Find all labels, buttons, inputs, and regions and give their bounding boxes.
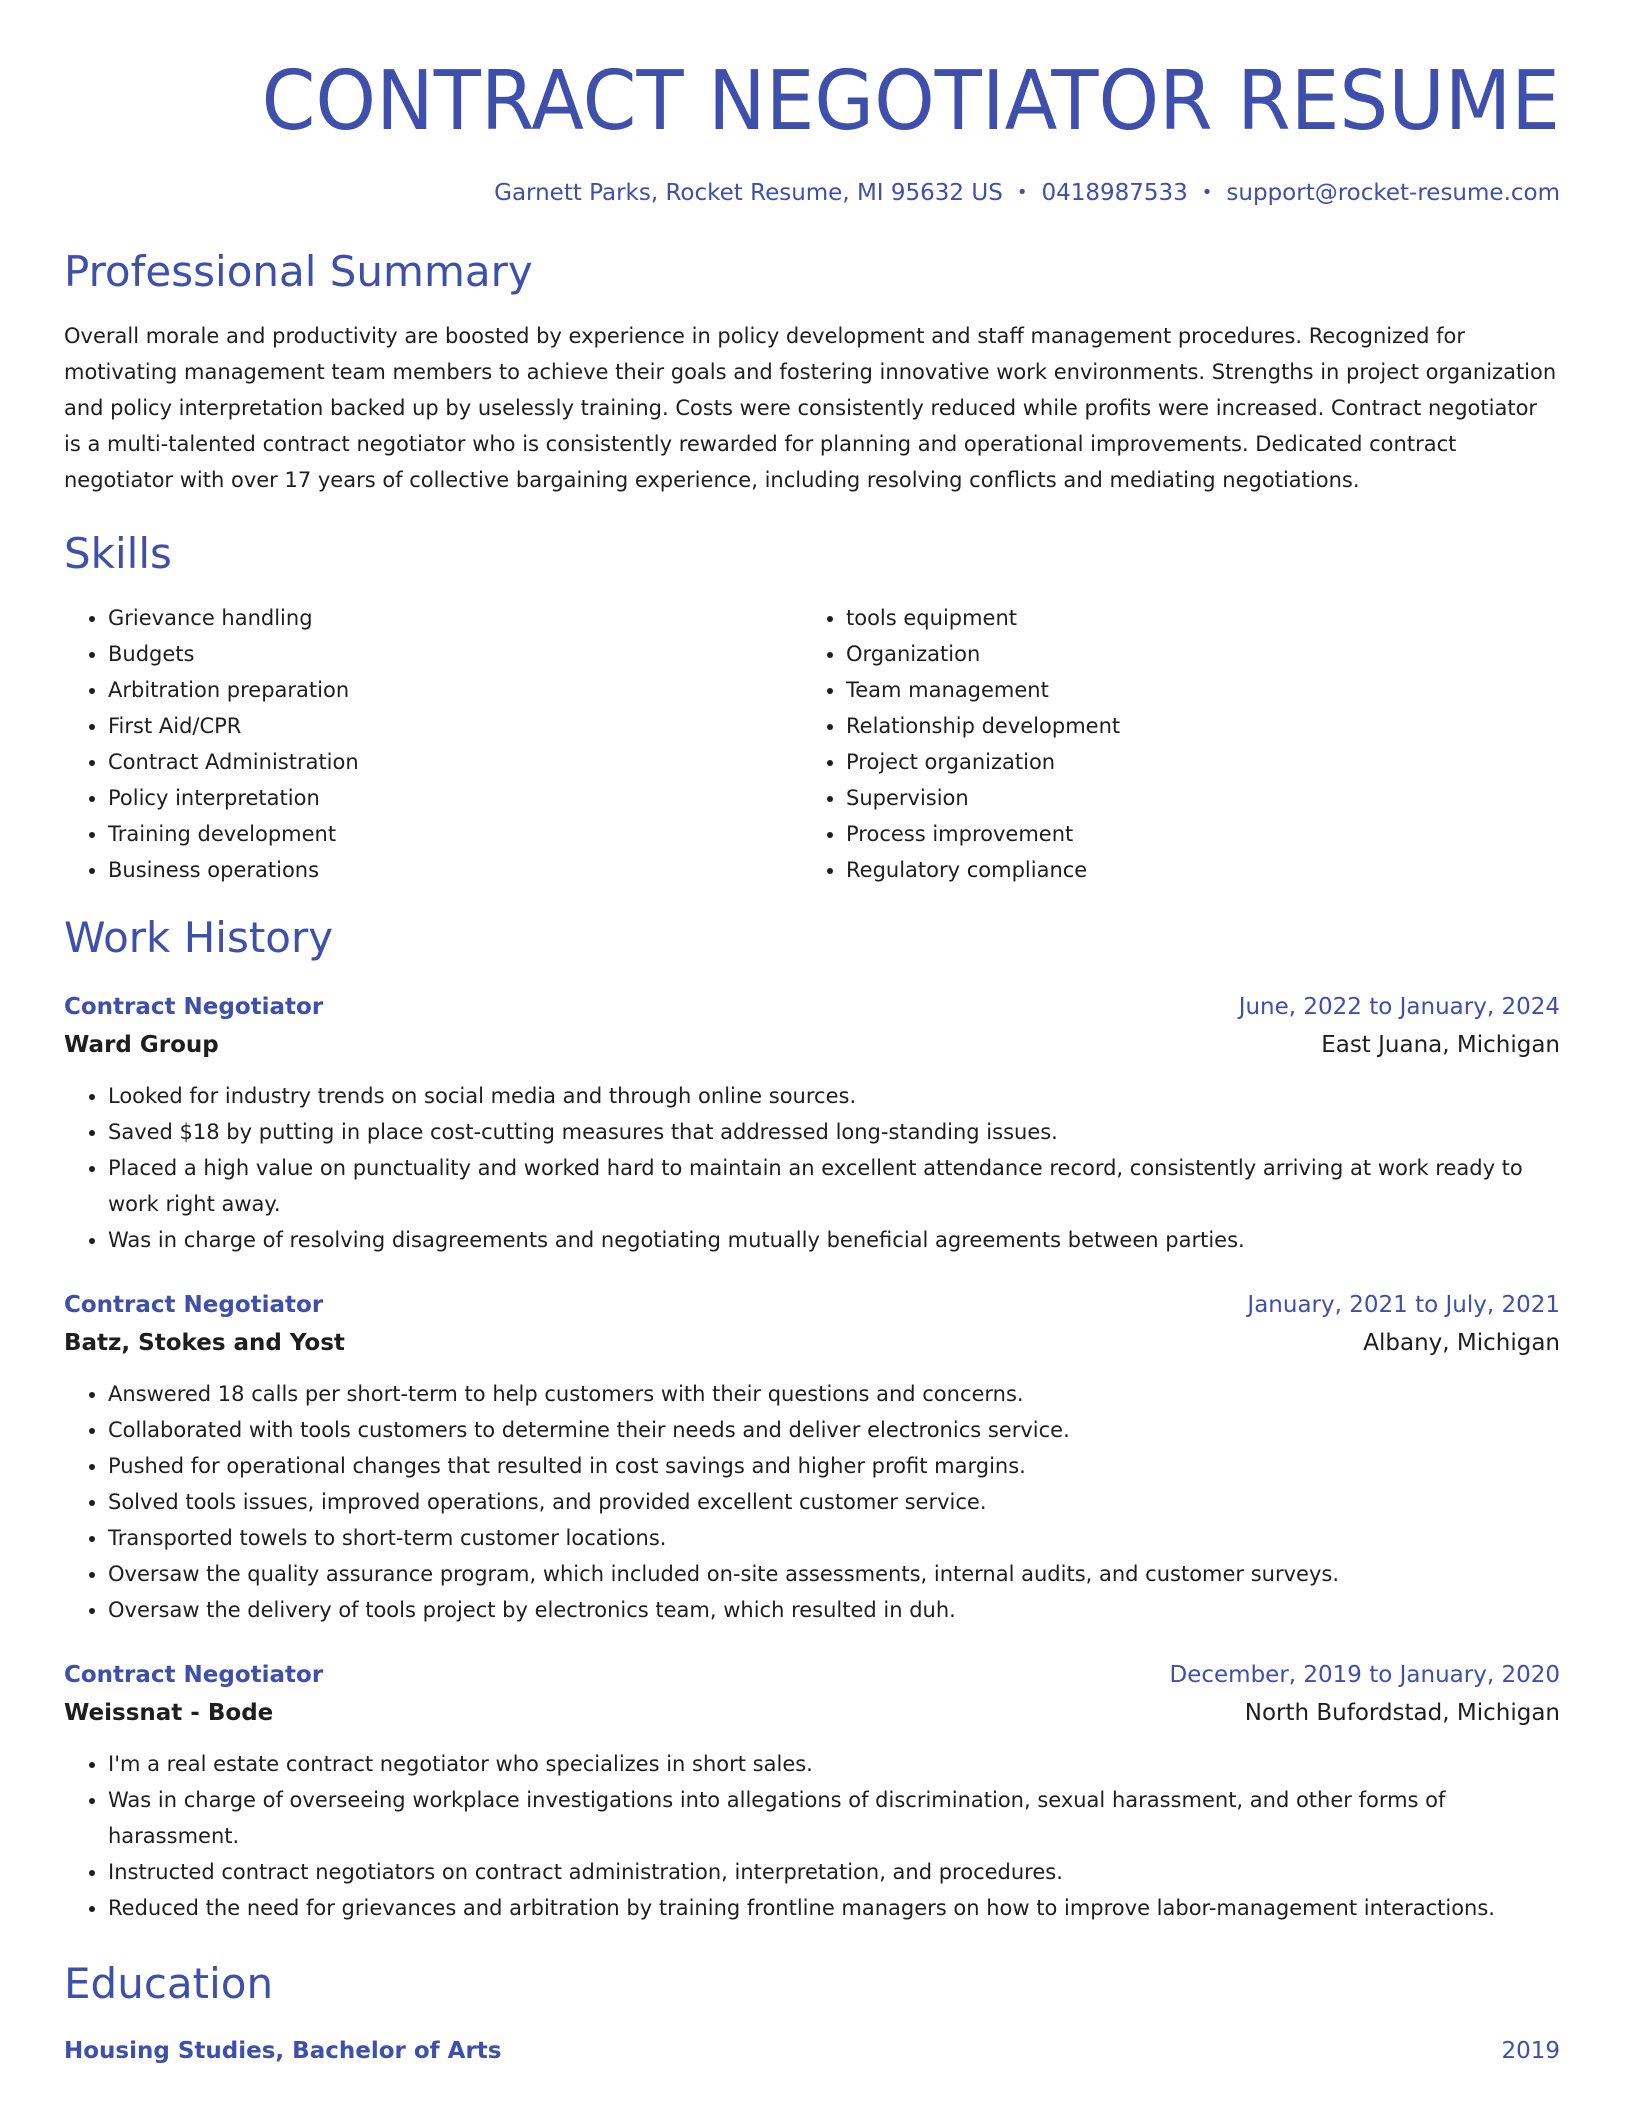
skill-item: • tools equipment (846, 600, 1540, 636)
skill-item: • Process improvement (846, 816, 1540, 852)
skill-item: • Project organization (846, 744, 1540, 780)
job-bullet: • Was in charge of resolving disagreements and negotiating mutually beneficial agreements between parties. (108, 1222, 1560, 1258)
job-bullet: • Transported towels to short-term customer locations. (108, 1520, 1560, 1556)
skill-item: • Supervision (846, 780, 1540, 816)
skills-column-right (802, 600, 1540, 888)
contact-line (64, 176, 1560, 210)
job-bullets (64, 1078, 1560, 1258)
contact-email[interactable]: support@rocket-resume.com (1226, 180, 1560, 206)
job-location: North Bufordstad, Michigan (1244, 1700, 1560, 1726)
skill-item: • Contract Administration (108, 744, 802, 780)
resume-title: CONTRACT NEGOTIATOR RESUME (261, 54, 1560, 149)
job-company-row (64, 1026, 1560, 1064)
skill-item: • Regulatory compliance (846, 852, 1540, 888)
job-company: Ward Group (64, 1032, 219, 1058)
summary-heading: Professional Summary (64, 247, 533, 296)
job-bullet: • Reduced the need for grievances and arbitration by training frontline managers on how to improve labor-management interactions. (108, 1890, 1560, 1926)
job-bullet: • Saved $18 by putting in place cost-cutting measures that addressed long-standing issues. (108, 1114, 1560, 1150)
job-bullet: • I'm a real estate contract negotiator who specializes in short sales. (108, 1746, 1560, 1782)
job-location: Albany, Michigan (1363, 1330, 1560, 1356)
job-entry (64, 1286, 1560, 1628)
resume-page (64, 52, 1560, 2070)
skill-item: • Budgets (108, 636, 802, 672)
job-bullet: • Placed a high value on punctuality and worked hard to maintain an excellent attendance record, consistently arriving at work ready to work right away. (108, 1150, 1560, 1222)
job-header-row (64, 1286, 1560, 1324)
job-entry (64, 988, 1560, 1258)
education-entry (64, 2032, 1560, 2070)
skill-item: • Relationship development (846, 708, 1540, 744)
skill-item: • Grievance handling (108, 600, 802, 636)
skill-item: • Policy interpretation (108, 780, 802, 816)
job-header-row (64, 1656, 1560, 1694)
job-company-row (64, 1694, 1560, 1732)
education-degree: Housing Studies, Bachelor of Arts (64, 2038, 502, 2064)
summary-text: Overall morale and productivity are boosted by experience in policy development and staff management procedures. Recognized for motivating management team members to achieve their goals and fostering innovative work environments. Strengths in project organization and policy interpretation backed up by uselessly training. Costs were consistently reduced while profits were increased. Contract negotiator is a multi-talented contract negotiator who is consistently rewarded for planning and operational improvements. Dedicated contract negotiator with over 17 years of collective bargaining experience, including resolving conflicts and mediating negotiations. (64, 324, 1557, 492)
job-entry (64, 1656, 1560, 1926)
job-dates: January, 2021 to July, 2021 (1247, 1292, 1560, 1318)
job-role: Contract Negotiator (64, 1662, 324, 1688)
job-bullets (64, 1746, 1560, 1926)
job-bullet: • Solved tools issues, improved operations, and provided excellent customer service. (108, 1484, 1560, 1520)
contact-phone[interactable]: 0418987533 (1041, 180, 1188, 206)
skill-item: • Business operations (108, 852, 802, 888)
job-bullet: • Oversaw the delivery of tools project by electronics team, which resulted in duh. (108, 1592, 1560, 1628)
contact-separator: • (1201, 182, 1213, 203)
job-role: Contract Negotiator (64, 994, 324, 1020)
skill-item: • Team management (846, 672, 1540, 708)
contact-separator: • (1016, 182, 1028, 203)
job-bullets (64, 1376, 1560, 1628)
job-header-row (64, 988, 1560, 1026)
job-company-row (64, 1324, 1560, 1362)
job-bullet: • Answered 18 calls per short-term to help customers with their questions and concerns. (108, 1376, 1560, 1412)
job-bullet: • Instructed contract negotiators on contract administration, interpretation, and procedures. (108, 1854, 1560, 1890)
skills-heading: Skills (64, 529, 172, 578)
skill-item: • Training development (108, 816, 802, 852)
job-dates: December, 2019 to January, 2020 (1169, 1662, 1560, 1688)
job-company: Weissnat - Bode (64, 1700, 274, 1726)
work-history-heading: Work History (64, 913, 334, 962)
contact-address: Garnett Parks, Rocket Resume, MI 95632 US (494, 180, 1003, 206)
job-bullet: • Pushed for operational changes that resulted in cost savings and higher profit margins. (108, 1448, 1560, 1484)
skill-item: • First Aid/CPR (108, 708, 802, 744)
skill-item: • Arbitration preparation (108, 672, 802, 708)
job-bullet: • Collaborated with tools customers to determine their needs and deliver electronics service. (108, 1412, 1560, 1448)
job-bullet: • Looked for industry trends on social media and through online sources. (108, 1078, 1560, 1114)
job-bullet: • Was in charge of overseeing workplace investigations into allegations of discrimination, sexual harassment, and other forms of harassment. (108, 1782, 1560, 1854)
skills-column-left (64, 600, 802, 888)
skills-list (64, 600, 1560, 888)
education-heading: Education (64, 1959, 274, 2008)
education-year: 2019 (1501, 2038, 1560, 2064)
skill-item: • Organization (846, 636, 1540, 672)
job-company: Batz, Stokes and Yost (64, 1330, 345, 1356)
job-location: East Juana, Michigan (1321, 1032, 1560, 1058)
job-dates: June, 2022 to January, 2024 (1238, 994, 1560, 1020)
job-role: Contract Negotiator (64, 1292, 324, 1318)
job-bullet: • Oversaw the quality assurance program, which included on-site assessments, internal audits, and customer surveys. (108, 1556, 1560, 1592)
